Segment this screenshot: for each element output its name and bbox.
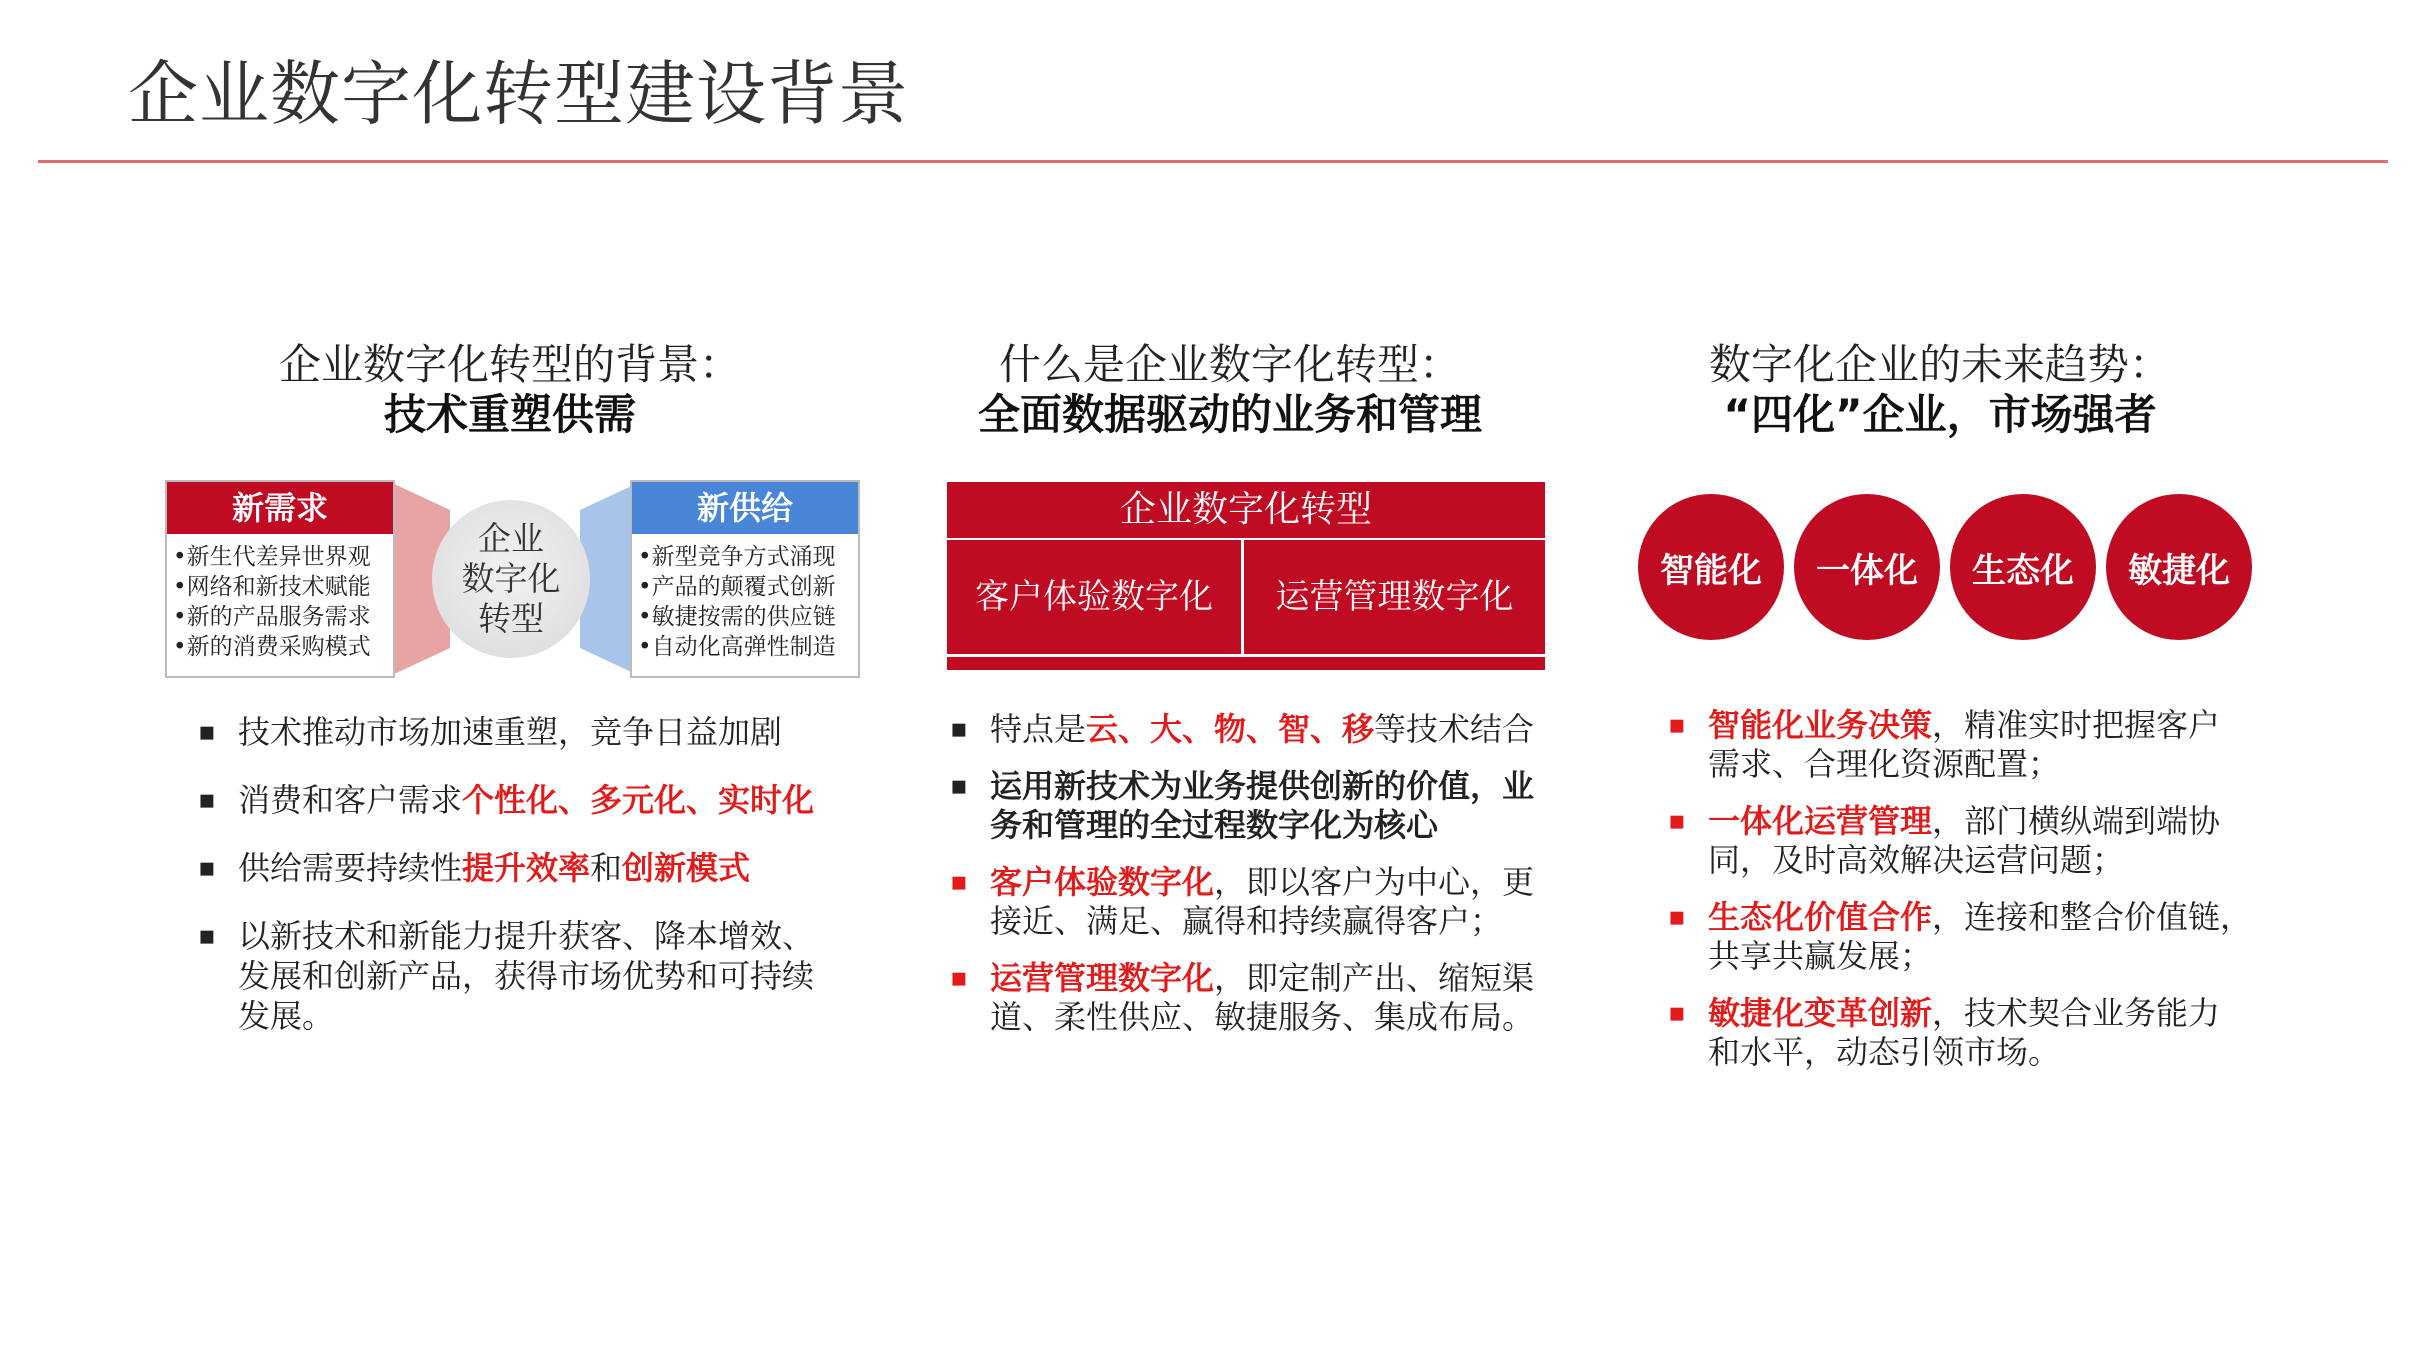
center-circle bbox=[432, 500, 590, 658]
demand-item: •网络和新技术赋能 bbox=[173, 574, 371, 600]
list-item: ▪ 运用新技术为业务提供创新的价值，业 务和管理的全过程数字化为核心 bbox=[950, 767, 1535, 844]
supply-list bbox=[632, 534, 858, 662]
col1-bullet-list bbox=[198, 712, 838, 1036]
demand-item: •新的产品服务需求 bbox=[173, 604, 371, 630]
square-bullet-icon: ▪ bbox=[1668, 806, 1686, 836]
supply-item: •敏捷按需的供应链 bbox=[638, 604, 836, 630]
col2-heading bbox=[930, 340, 1530, 440]
list-item: ▪ 智能化业务决策，精准实时把握客户 需求、合理化资源配置； bbox=[1668, 706, 2221, 783]
square-bullet-icon: ▪ bbox=[950, 714, 968, 744]
demand-box bbox=[165, 480, 395, 678]
transformation-table bbox=[947, 482, 1545, 670]
col1-heading-line1: 企业数字化转型的背景： bbox=[278, 340, 741, 389]
col2-heading-line1: 什么是企业数字化转型： bbox=[998, 340, 1461, 389]
page-title: 企业数字化转型建设背景 bbox=[128, 53, 909, 135]
col1-heading-line2: 技术重塑供需 bbox=[383, 390, 636, 439]
square-bullet-icon: ▪ bbox=[198, 717, 216, 747]
list-item: ▪ 技术推动市场加速重塑，竞争日益加剧 bbox=[198, 713, 783, 751]
header-divider bbox=[38, 160, 2388, 163]
list-item: ▪ 客户体验数字化，即以客户为中心，更 接近、满足、赢得和持续赢得客户； bbox=[950, 863, 1535, 940]
circle-ecosystem: 生态化 bbox=[1950, 494, 2096, 640]
center-line2: 数字化 bbox=[461, 559, 561, 598]
col3-heading-line1: 数字化企业的未来趋势： bbox=[1708, 340, 2171, 389]
list-item: ▪ 特点是云、大、物、智、移等技术结合 bbox=[950, 710, 1535, 748]
list-item: ▪ 生态化价值合作，连接和整合价值链， 共享共赢发展； bbox=[1668, 898, 2253, 975]
circle-intelligent: 智能化 bbox=[1638, 494, 1784, 640]
col3-heading-line2: “四化”企业，市场强者 bbox=[1723, 390, 2157, 439]
col2-bullet-list bbox=[950, 710, 1570, 1037]
col1-heading bbox=[230, 340, 790, 440]
demand-list bbox=[167, 534, 393, 662]
circle-integrated: 一体化 bbox=[1794, 494, 1940, 640]
table-top-cell: 企业数字化转型 bbox=[1119, 489, 1372, 530]
list-item: ▪ 敏捷化变革创新，技术契合业务能力 和水平，动态引领市场。 bbox=[1668, 994, 2221, 1071]
supply-box-title: 新供给 bbox=[632, 482, 858, 534]
list-item: ▪ 消费和客户需求个性化、多元化、实时化 bbox=[198, 781, 815, 819]
square-bullet-icon: ▪ bbox=[198, 853, 216, 883]
square-bullet-icon: ▪ bbox=[1668, 902, 1686, 932]
supply-item: •自动化高弹性制造 bbox=[638, 634, 836, 660]
supply-item: •产品的颠覆式创新 bbox=[638, 574, 836, 600]
square-bullet-icon: ▪ bbox=[950, 867, 968, 897]
square-bullet-icon: ▪ bbox=[198, 921, 216, 951]
list-item: ▪ 供给需要持续性提升效率和创新模式 bbox=[198, 849, 751, 887]
list-item: ▪ 运营管理数字化，即定制产出、缩短渠 道、柔性供应、敏捷服务、集成布局。 bbox=[950, 959, 1535, 1036]
list-item: ▪ 一体化运营管理，部门横纵端到端协 同，及时高效解决运营问题； bbox=[1668, 802, 2221, 879]
col3-heading bbox=[1640, 340, 2240, 440]
supply-box bbox=[630, 480, 860, 678]
demand-item: •新的消费采购模式 bbox=[173, 634, 371, 660]
square-bullet-icon: ▪ bbox=[950, 963, 968, 993]
square-bullet-icon: ▪ bbox=[1668, 710, 1686, 740]
supply-item: •新型竞争方式涌现 bbox=[638, 544, 836, 570]
circle-agile: 敏捷化 bbox=[2106, 494, 2252, 640]
demand-item: •新生代差异世界观 bbox=[173, 544, 371, 570]
list-item: ▪ 以新技术和新能力提升获客、降本增效、 发展和创新产品，获得市场优势和可持续 发展。 bbox=[198, 917, 815, 1035]
center-line1: 企业 bbox=[478, 519, 544, 558]
square-bullet-icon: ▪ bbox=[950, 771, 968, 801]
col3-bullet-list bbox=[1668, 706, 2308, 1072]
square-bullet-icon: ▪ bbox=[1668, 998, 1686, 1028]
table-cell-operations: 运营管理数字化 bbox=[1275, 577, 1514, 617]
square-bullet-icon: ▪ bbox=[198, 785, 216, 815]
col2-heading-line2: 全面数据驱动的业务和管理 bbox=[977, 390, 1482, 439]
center-line3: 转型 bbox=[478, 599, 544, 638]
demand-box-title: 新需求 bbox=[167, 482, 393, 534]
table-cell-customer: 客户体验数字化 bbox=[975, 577, 1213, 617]
